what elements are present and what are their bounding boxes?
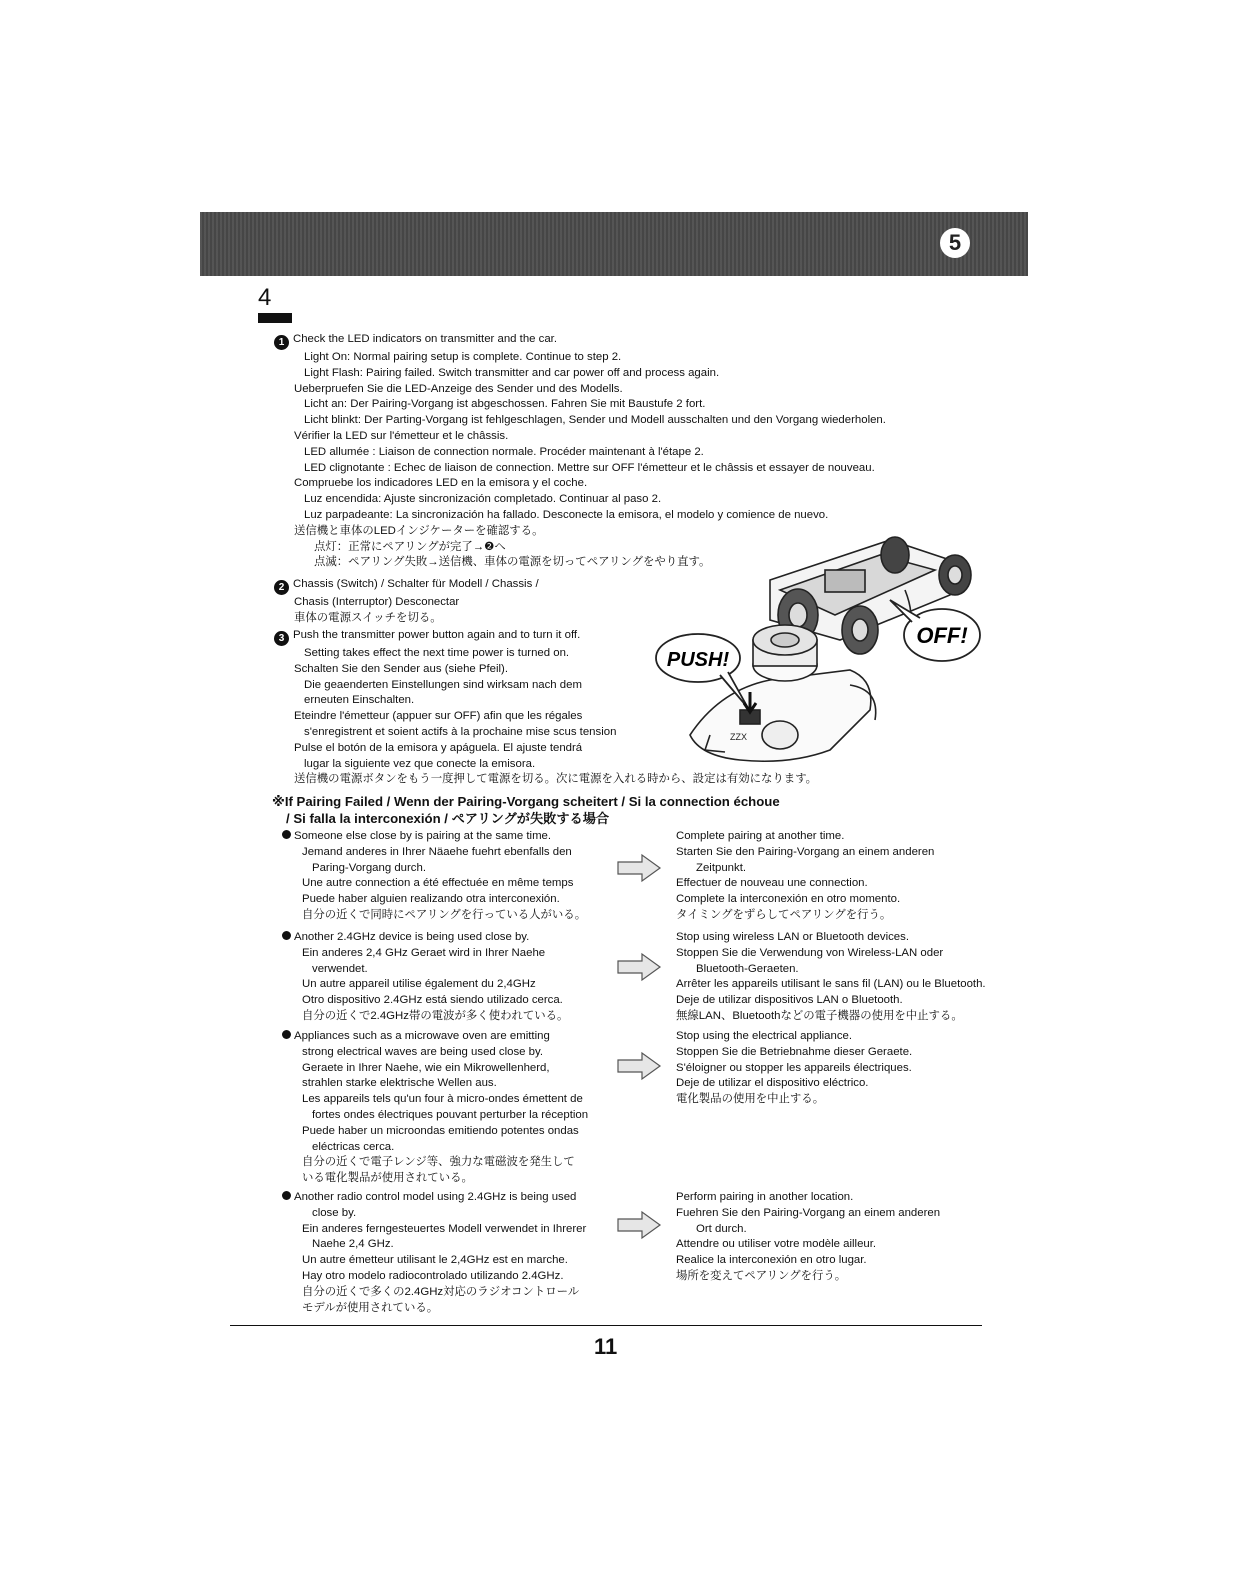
item2-line: Chassis (Switch) / Schalter für Modell / Chassis / (293, 578, 539, 590)
remedy-line: Deje de utilizar dispositivos LAN o Bluetooth. (676, 994, 903, 1007)
off-callout (890, 600, 980, 661)
item1-line: Compruebe los indicadores LED en la emisora y el coche. (294, 477, 588, 490)
cause-line: strahlen starke elektrische Wellen aus. (302, 1077, 497, 1090)
fail-case-4-cause (282, 1190, 586, 1316)
cause-line: 自分の近くで電子レンジ等、強力な電磁波を発生して (302, 1156, 575, 1169)
page-number: 11 (594, 1334, 618, 1359)
fail-case-1-cause (282, 829, 586, 924)
remedy-line: 無線LAN、Bluetoothなどの電子機器の使用を中止する。 (676, 1009, 963, 1022)
remedy-line: S'éloigner ou stopper les appareils électriques. (676, 1061, 912, 1074)
fail-case-2-remedy (676, 930, 986, 1025)
item3-line: erneuten Einschalten. (304, 694, 415, 707)
cause-line: Another radio control model using 2.4GHz is being used (294, 1191, 577, 1203)
cause-line: Someone else close by is pairing at the same time. (294, 830, 552, 842)
cause-line: Puede haber un microondas emitiendo potentes ondas (302, 1124, 579, 1137)
cause-line: fortes ondes électriques pouvant perturber la réception (312, 1108, 589, 1121)
item1-line: Luz encendida: Ajuste sincronización completado. Continuar al paso 2. (304, 493, 662, 506)
item3-line: 送信機の電源ボタンをもう一度押して電源を切る。次に電源を入れる時から、設定は有効になります。 (294, 773, 818, 786)
fail-case-2-cause (282, 930, 568, 1025)
cause-line: Paring-Vorgang durch. (312, 861, 426, 874)
cause-line: Ein anderes 2,4 GHz Geraet wird in Ihrer Naehe (302, 946, 546, 959)
item1-line: Check the LED indicators on transmitter and the car. (293, 333, 558, 345)
remedy-line: Effectuer de nouveau une connection. (676, 877, 868, 890)
remedy-line: Realice la interconexión en otro lugar. (676, 1254, 867, 1267)
item1-line: 点滅：ペアリング失敗→送信機、車体の電源を切ってペアリングをやり直す。 (314, 556, 711, 569)
remedy-line: Fuehren Sie den Pairing-Vorgang an einem anderen (676, 1206, 941, 1219)
cause-line: モデルが使用されている。 (302, 1301, 439, 1314)
item1-line: Licht an: Der Pairing-Vorgang ist abgeschossen. Fahren Sie mit Baustufe 2 fort. (304, 398, 706, 411)
item-number-badge: 1 (274, 335, 289, 350)
remedy-line: Attendre ou utiliser votre modèle ailleur. (676, 1238, 877, 1251)
cause-line: Un autre appareil utilise également du 2,4GHz (302, 978, 536, 991)
chassis-transmitter-illustration (650, 520, 990, 770)
cause-line: eléctricas cerca. (312, 1140, 395, 1153)
bullet-dot-icon (282, 931, 291, 940)
item1-line: 送信機と車体のLEDインジケーターを確認する。 (294, 524, 544, 537)
cause-line: Geraete in Ihrer Naehe, wie ein Mikrowellenherd, (302, 1061, 550, 1074)
remedy-line: Deje de utilizar el dispositivo eléctrico. (676, 1077, 869, 1090)
item3-line: Die geaenderten Einstellungen sind wirksam nach dem (304, 678, 582, 691)
remedy-line: Bluetooth-Geraeten. (696, 962, 799, 975)
item1-line: 点灯：正常にペアリングが完了→❷へ (314, 540, 506, 553)
right-arrow-icon (616, 952, 662, 982)
fail-section-title-2: / Si falla la interconexión / ペアリングが失敗する場合 (286, 811, 610, 826)
right-arrow-icon (616, 1210, 662, 1240)
cause-line: Puede haber alguien realizando otra interconexión. (302, 893, 560, 906)
remedy-line: 電化製品の使用を中止する。 (676, 1093, 825, 1106)
cause-line: Ein anderes ferngesteuertes Modell verwendet in Ihrerer (302, 1222, 587, 1235)
item1-line: Luz parpadeante: La sincronización ha fallado. Desconecte la emisora, el modelo y comience de nuevo. (304, 508, 829, 521)
cause-line: Jemand anderes in Ihrer Näaehe fuehrt ebenfalls den (302, 845, 572, 858)
off-label: OFF! (916, 623, 968, 648)
cause-line: Une autre connection a été effectuée en même temps (302, 877, 574, 890)
push-label: PUSH! (666, 649, 730, 671)
cause-line: 自分の近くで多くの2.4GHz対応のラジオコントロール (302, 1285, 580, 1298)
item1-line: Light On: Normal pairing setup is complete. Continue to step 2. (304, 351, 622, 363)
cause-line: Naehe 2,4 GHz. (312, 1238, 394, 1251)
remedy-line: Stoppen Sie die Verwendung von Wireless-LAN oder (676, 946, 944, 959)
fail-case-3-remedy (676, 1029, 912, 1108)
fail-section-title-1: ※If Pairing Failed / Wenn der Pairing-Vorgang scheitert / Si la connection échoue (272, 794, 780, 809)
item1-line: LED clignotante : Echec de liaison de connection. Mettre sur OFF l'émetteur et le châssis et essayer de nouveau. (304, 461, 875, 474)
remedy-line: Complete pairing at another time. (676, 830, 845, 842)
fail-case-3-cause (282, 1029, 588, 1187)
bullet-dot-icon (282, 1030, 291, 1039)
remedy-line: Arrêter les appareils utilisant le sans fil (LAN) ou le Bluetooth. (676, 978, 986, 991)
step-number: 4 (258, 284, 272, 311)
step-circle-number: 5 (940, 228, 970, 258)
right-arrow-icon (616, 853, 662, 883)
cause-line: Another 2.4GHz device is being used close by. (294, 931, 530, 943)
remedy-line: Stop using wireless LAN or Bluetooth devices. (676, 931, 909, 943)
item1-line: LED allumée : Liaison de connection normale. Procéder maintenant à l'étape 2. (304, 445, 704, 458)
cause-line: Un autre émetteur utilisant le 2,4GHz est en marche. (302, 1254, 568, 1267)
footer-rule (230, 1325, 982, 1326)
item-number-badge: 3 (274, 631, 289, 646)
item2-line: Chasis (Interruptor) Desconectar (294, 596, 460, 608)
cause-line: Les appareils tels qu'un four à micro-ondes émettent de (302, 1093, 583, 1106)
item2-line: 車体の電源スイッチを切る。 (294, 611, 442, 624)
item3-line: Pulse el botón de la emisora y apáguela. El ajuste tendrá (294, 741, 583, 754)
remedy-line: タイミングをずらしてペアリングを行う。 (676, 908, 892, 921)
remedy-line: Perform pairing in another location. (676, 1191, 854, 1203)
item3-line: Eteindre l'émetteur (appuer sur OFF) afin que les régales (294, 710, 583, 723)
cause-line: Otro dispositivo 2.4GHz está siendo utilizado cerca. (302, 994, 563, 1007)
remedy-line: Stop using the electrical appliance. (676, 1030, 853, 1042)
remedy-line: Stoppen Sie die Betriebnahme dieser Geraete. (676, 1045, 913, 1058)
cause-line: Appliances such as a microwave oven are emitting (294, 1030, 550, 1042)
remedy-line: Starten Sie den Pairing-Vorgang an einem anderen (676, 845, 935, 858)
item3-line: Push the transmitter power button again and to turn it off. (293, 629, 581, 641)
fail-case-1-remedy (676, 829, 934, 924)
remedy-line: Complete la interconexión en otro momento. (676, 893, 901, 906)
instruction-item-2 (274, 577, 539, 627)
cause-line: いる電化製品が使用されている。 (302, 1172, 473, 1185)
cause-line: Hay otro modelo radiocontrolado utilizando 2.4GHz. (302, 1269, 564, 1282)
item3-line: Setting takes effect the next time power is turned on. (304, 647, 570, 659)
right-arrow-icon (616, 1051, 662, 1081)
item3-line: s'enregistrent et soient actifs à la prochaine mise scus tension (304, 725, 617, 738)
remedy-line: Zeitpunkt. (696, 861, 747, 874)
item1-line: Vérifier la LED sur l'émetteur et le châssis. (294, 429, 509, 442)
item3-line: Schalten Sie den Sender aus (siehe Pfeil). (294, 662, 509, 675)
cause-line: close by. (312, 1206, 357, 1219)
fail-case-4-remedy (676, 1190, 940, 1285)
item1-line: Light Flash: Pairing failed. Switch transmitter and car power off and process again. (304, 366, 720, 379)
item1-line: Ueberpruefen Sie die LED-Anzeige des Sender und des Modells. (294, 382, 623, 395)
item3-line: lugar la siguiente vez que conecte la emisora. (304, 757, 536, 770)
bullet-dot-icon (282, 830, 291, 839)
bullet-dot-icon (282, 1191, 291, 1200)
transmitter-mark: ZZX (730, 732, 747, 742)
cause-line: 自分の近くで同時にペアリングを行っている人がいる。 (302, 908, 587, 921)
item-number-badge: 2 (274, 580, 289, 595)
cause-line: verwendet. (312, 962, 368, 975)
step-banner (200, 212, 1028, 276)
remedy-line: Ort durch. (696, 1222, 747, 1235)
item1-line: Licht blinkt: Der Parting-Vorgang ist fehlgeschlagen, Sender und Modell ausschalten und den Vorgang wiederholen. (304, 414, 886, 427)
step-underline-bar (258, 313, 292, 323)
cause-line: strong electrical waves are being used close by. (302, 1045, 544, 1058)
cause-line: 自分の近くで2.4GHz帯の電波が多く使われている。 (302, 1009, 569, 1022)
remedy-line: 場所を変えてペアリングを行う。 (676, 1269, 847, 1282)
